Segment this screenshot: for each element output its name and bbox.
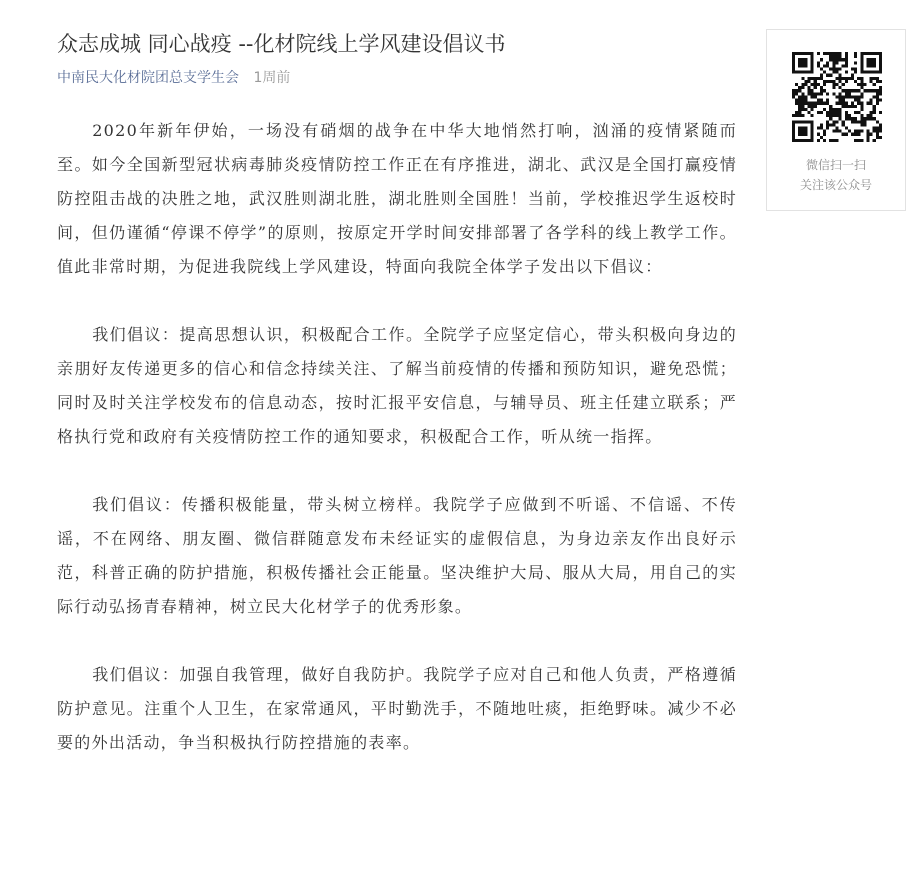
article-paragraph: 我们倡议：加强自我管理，做好自我防护。我院学子应对自己和他人负责，严格遵循防护意见。注重个人卫生，在家常通风，平时勤洗手，不随地吐痰，拒绝野味。减少不必要的外出活动，争当积极执行防控措施的表率。: [57, 665, 737, 752]
qr-code-icon: [792, 52, 882, 142]
account-name-link[interactable]: 中南民大化材院团总支学生会: [57, 70, 239, 86]
qr-caption-line: 微信扫一扫: [805, 158, 866, 172]
article-content: [57, 114, 737, 760]
article-paragraph: 2020年新年伊始，一场没有硝烟的战争在中华大地悄然打响，汹涌的疫情紧随而至。如今全国新型冠状病毒肺炎疫情防控工作正在有序推进，湖北、武汉是全国打赢疫情防控阻击战的决胜之地，武汉胜则湖北胜，湖北胜则全国胜！当前，学校推迟学生返校时间，但仍谨循“停课不停学”的原则，按原定开学时间安排部署了各学科的线上教学工作。值此非常时期，为促进我院线上学风建设，特面向我院全体学子发出以下倡议：: [57, 121, 737, 276]
qr-caption-line: 关注该公众号: [799, 178, 872, 192]
qr-caption: [767, 155, 905, 195]
article-paragraph: 我们倡议：提高思想认识，积极配合工作。全院学子应坚定信心，带头积极向身边的亲朋好友传递更多的信心和信念持续关注、了解当前疫情的传播和预防知识，避免恐慌；同时及时关注学校发布的信息动态，按时汇报平安信息，与辅导员、班主任建立联系；严格执行党和政府有关疫情防控工作的通知要求，积极配合工作，听从统一指挥。: [57, 325, 737, 446]
article-meta: [57, 68, 737, 88]
publish-time: 1周前: [253, 70, 291, 86]
article-title: 众志成城 同心战疫 --化材院线上学风建设倡议书: [57, 32, 506, 56]
article: [57, 26, 737, 794]
qr-code-panel: [766, 29, 906, 211]
article-paragraph: 我们倡议：传播积极能量，带头树立榜样。我院学子应做到不听谣、不信谣、不传谣，不在网络、朋友圈、微信群随意发布未经证实的虚假信息，为身边亲友作出良好示范，科普正确的防护措施，积极传播社会正能量。坚决维护大局、服从大局，用自己的实际行动弘扬青春精神，树立民大化材学子的优秀形象。: [57, 495, 737, 616]
